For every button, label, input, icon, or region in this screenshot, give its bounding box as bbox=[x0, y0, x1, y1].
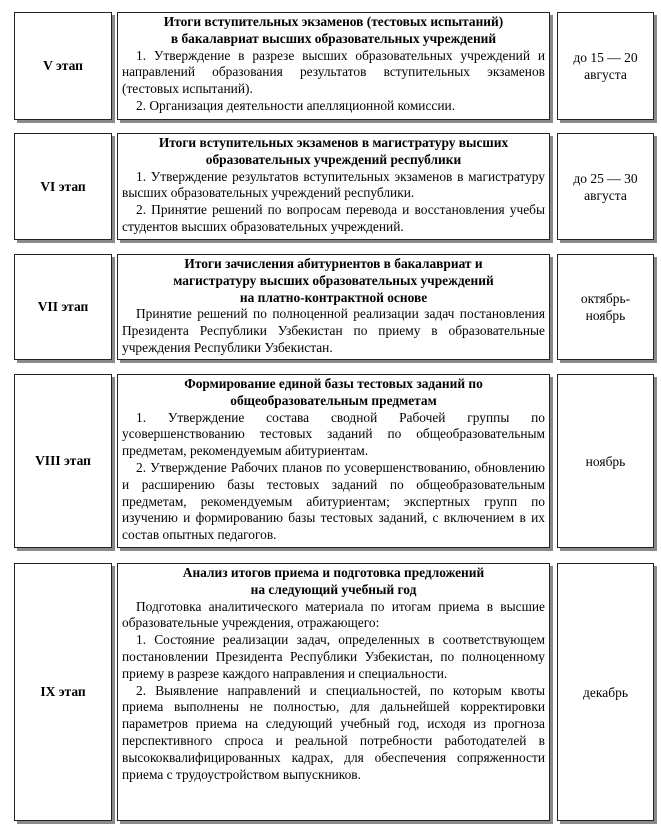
stage-date-line: августа bbox=[584, 187, 627, 203]
stage-title-line: образовательных учреждений республики bbox=[205, 151, 462, 167]
stage-row-5 bbox=[0, 12, 661, 120]
stage-paragraph: 1. Утверждение результатов вступительных экзаменов в магистратуру высших образовательных учреждений республики. bbox=[122, 168, 545, 201]
stage-title bbox=[122, 256, 545, 306]
stage-title-line: в бакалавриат высших образовательных учреждений bbox=[170, 30, 497, 46]
stage-label-box bbox=[14, 12, 112, 120]
stage-row-6 bbox=[0, 133, 661, 240]
stage-label-box bbox=[14, 254, 112, 360]
stage-title bbox=[122, 376, 545, 410]
stage-date-box bbox=[557, 133, 654, 240]
stage-label-box bbox=[14, 374, 112, 548]
stage-title-line: магистратуру высших образовательных учреждений bbox=[173, 272, 494, 288]
stage-paragraph: 1. Состояние реализации задач, определенных в соответствующем постановлении Президента Республики Узбекистан, по полноценному приему в разрезе каждого направления и специальности. bbox=[122, 632, 545, 681]
stage-date-line: декабрь bbox=[583, 684, 628, 700]
stage-paragraph: 1. Утверждение состава сводной Рабочей группы по усовершенствованию тестовых заданий по общеобразовательным предметам, рекомендуемым абитуриентам. bbox=[122, 409, 545, 459]
stage-label: IX этап bbox=[40, 684, 86, 699]
stage-label: VIII этап bbox=[35, 453, 91, 468]
stage-content-box bbox=[117, 374, 550, 548]
stage-title-line: Итоги вступительных экзаменов (тестовых испытаний) bbox=[163, 14, 504, 29]
stage-paragraph: 2. Выявление направлений и специальностей, по которым квоты приема выполнены не полностью, для дальнейшей корректировки параметров приема на следующий учебный год, исходя из прогноза перспективного спроса и реальной потребности работодателей в высококвалифицированных кадрах, для обеспечения сопряженности приема с трудоустройством выпускников. bbox=[122, 682, 545, 782]
stage-content-box bbox=[117, 254, 550, 360]
stage-content-box bbox=[117, 133, 550, 240]
stage-date-line: до 15 — 20 bbox=[573, 50, 638, 65]
stage-date-box bbox=[557, 254, 654, 360]
stage-date-box bbox=[557, 12, 654, 120]
stage-paragraph: Принятие решений по полноценной реализации задач постановления Президента Республики Узбекистан по приему в образовательные учреждения Республики Узбекистан. bbox=[122, 306, 545, 355]
stage-label: VII этап bbox=[37, 299, 89, 314]
stage-date-line: до 25 — 30 bbox=[573, 170, 638, 186]
stage-row-7 bbox=[0, 254, 661, 360]
stage-title-line: общеобразовательным предметам bbox=[230, 392, 437, 408]
stage-content-box bbox=[117, 12, 550, 120]
stage-date-box bbox=[557, 374, 654, 548]
stage-title bbox=[122, 565, 545, 599]
stage-label-box bbox=[14, 563, 112, 821]
stage-paragraph: Подготовка аналитического материала по итогам приема в высшие образовательные учреждения, отражающего: bbox=[122, 598, 545, 631]
stage-label: V этап bbox=[43, 58, 83, 73]
stage-paragraph: 1. Утверждение в разрезе высших образовательных учреждений и направлений образования результатов вступительных экзаменов (тестовых испытаний). bbox=[122, 47, 545, 97]
stage-paragraph: 2. Организация деятельности апелляционной комиссии. bbox=[136, 97, 456, 113]
stage-row-9 bbox=[0, 563, 661, 821]
stage-label: VI этап bbox=[40, 178, 86, 194]
stage-paragraph: 2. Принятие решений по вопросам перевода и восстановления учебы студентов высших образовательных учреждений. bbox=[122, 202, 545, 234]
stage-date-line: октябрь- bbox=[580, 291, 631, 306]
stage-date-line: ноябрь bbox=[585, 453, 626, 469]
stage-date-line: августа bbox=[584, 67, 627, 82]
stage-content-box bbox=[117, 563, 550, 821]
stage-title-line: Анализ итогов приема и подготовка предложений bbox=[182, 565, 485, 580]
stage-title bbox=[122, 14, 545, 48]
stage-date-line: ноябрь bbox=[585, 308, 626, 323]
stage-label-box bbox=[14, 133, 112, 240]
stage-title-line: Итоги зачисления абитуриентов в бакалавриат и bbox=[184, 256, 483, 271]
stage-date-box bbox=[557, 563, 654, 821]
stage-row-8 bbox=[0, 374, 661, 548]
stage-title-line: на следующий учебный год bbox=[250, 581, 417, 597]
stage-title-line: Формирование единой базы тестовых заданий по bbox=[184, 376, 483, 391]
stage-title bbox=[122, 135, 545, 169]
stage-title-line: на платно-контрактной основе bbox=[239, 289, 428, 305]
stage-title-line: Итоги вступительных экзаменов в магистратуру высших bbox=[158, 135, 509, 150]
stage-paragraph: 2. Утверждение Рабочих планов по усовершенствованию, обновлению и расширению базы тестовых заданий по общеобразовательным предметам, рекомендуемым абитуриентам; экспертных групп по изучению и формированию базы тестовых заданий, с включением в их состав опытных педагогов. bbox=[122, 459, 545, 543]
